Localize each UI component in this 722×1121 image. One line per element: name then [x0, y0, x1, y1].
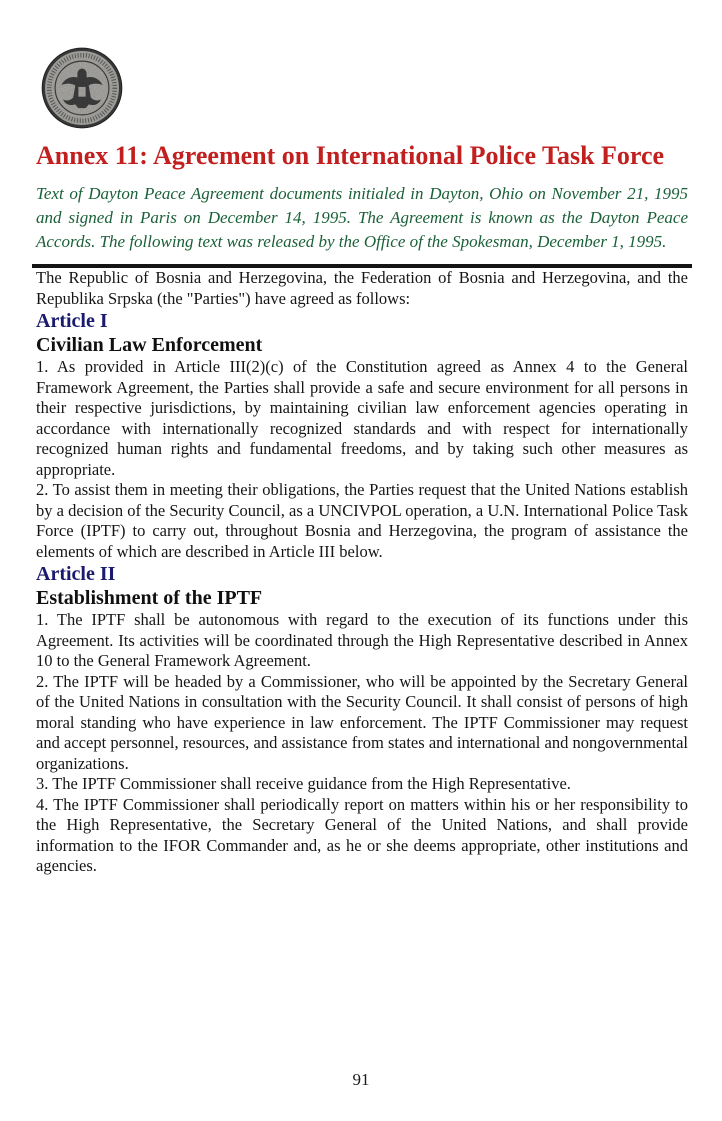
- paragraph-a1-p1: 1. As provided in Article III(2)(c) of the Constitution agreed as Annex 4 to the General Framework Agreement, the Parties shall provide a safe and secure environment for all persons in their respective jurisdictions, by maintaining civilian law enforcement agencies operating in accordance with internationally recognized standards and with respect for internationally recognized human rights and fundamental freedoms, and by taking such other measures as appropriate.: [36, 357, 688, 479]
- document-title: Annex 11: Agreement on International Police Task Force: [36, 141, 665, 170]
- paragraph-a2-p4: 4. The IPTF Commissioner shall periodically report on matters within his or her responsibility to the High Representative, the Secretary General of the United Nations, and shall provide information to the IFOR Commander and, as he or she deems appropriate, other institutions and agencies.: [36, 794, 688, 875]
- paragraph-a2-p2: 2. The IPTF will be headed by a Commissioner, who will be appointed by the Secretary General of the United Nations in consultation with the Security Council. It shall consist of persons of high moral standing who have experience in law enforcement. The IPTF Commissioner may request and accept personnel, resources, and assistance from states and international and nongovernmental organizations.: [36, 671, 688, 773]
- paragraph-a1-p2: 2. To assist them in meeting their obligations, the Parties request that the United Nations establish by a decision of the Security Council, as a UNCIVPOL operation, a U.N. International Police Task Force (IPTF) to carry out, throughout Bosnia and Herzegovina, the program of assistance the elements of which are described in Article III below.: [36, 480, 688, 561]
- us-department-of-state-seal-icon: [40, 46, 124, 130]
- preamble-note: Text of Dayton Peace Agreement documents initialed in Dayton, Ohio on November 21, 1995 and signed in Paris on December 14, 1995. The Agreement is known as the Dayton Peace Accords. The following text was released by the Office of the Spokesman, December 1, 1995.: [36, 184, 688, 251]
- page-number: 91: [352, 1070, 370, 1089]
- article-heading-2: Article II: [36, 563, 116, 585]
- article-heading-1: Article I: [36, 310, 108, 332]
- section-heading-1: Civilian Law Enforcement: [36, 334, 263, 356]
- intro-paragraph: The Republic of Bosnia and Herzegovina, the Federation of Bosnia and Herzegovina, and the Republika Srpska (the "Parties") have agreed as follows:: [36, 268, 688, 308]
- document-page: [0, 46, 722, 877]
- section-heading-2: Establishment of the IPTF: [36, 587, 263, 609]
- paragraph-a2-p1: 1. The IPTF shall be autonomous with regard to the execution of its functions under this Agreement. Its activities will be coordinated through the High Representative described in Annex 10 to the General Framework Agreement.: [36, 610, 688, 670]
- paragraph-a2-p3: 3. The IPTF Commissioner shall receive guidance from the High Representative.: [36, 774, 571, 793]
